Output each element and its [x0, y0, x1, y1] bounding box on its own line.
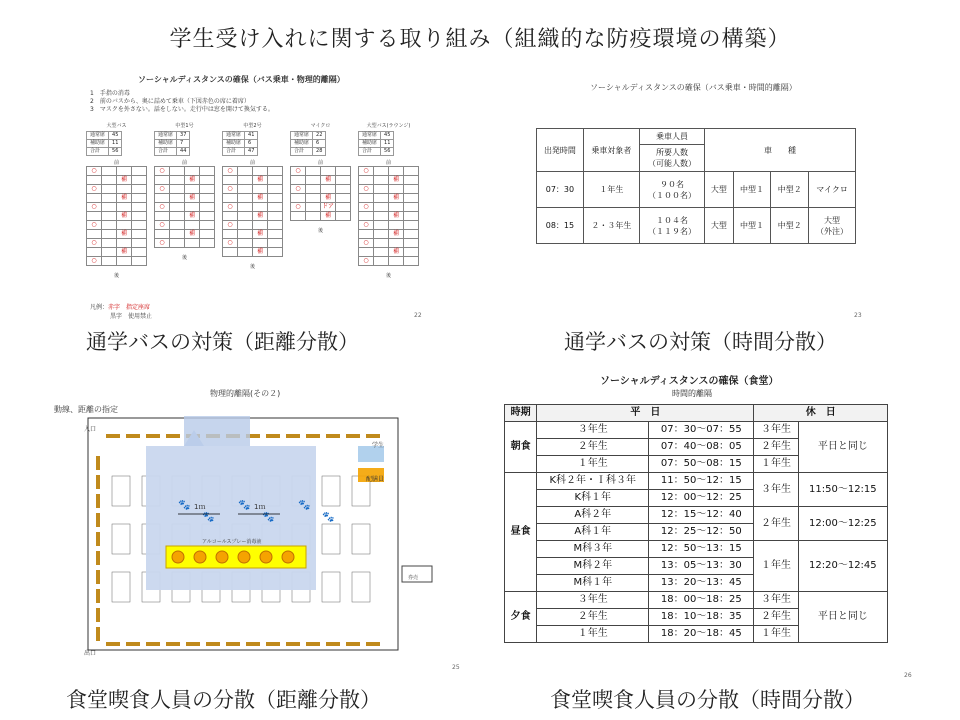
bus-column	[86, 122, 147, 279]
table-cell: 18：10～18：35	[649, 609, 754, 626]
table-cell: 12：00～12：25	[649, 490, 754, 507]
cafeteria-table	[106, 434, 120, 438]
bus-rule-3: 3 マスクを外さない。話をしない。走行中は窓を開けて換気する。	[90, 106, 274, 113]
bus-stats-table: 通常席 41 補助席 6 合計 47	[222, 131, 258, 156]
sanitizer-dot	[260, 551, 272, 563]
cafeteria-table	[326, 434, 340, 438]
cafeteria-table	[346, 434, 360, 438]
bus-rule-2: 2 前のバスから、奥に詰めて乗車（下図赤色の席に着席）	[90, 98, 250, 105]
table-cell: １年生	[754, 456, 798, 473]
bus-back-label: 後	[113, 273, 119, 279]
cafeteria-time-sub: 時間的離隔	[672, 389, 712, 398]
cafeteria-table	[96, 627, 100, 641]
cafeteria-table	[306, 434, 320, 438]
bus-stats-table: 通常席 45 補助席 11 合計 56	[358, 131, 394, 156]
table-cell: １年生	[754, 541, 798, 592]
table-cell: １年生	[537, 456, 649, 473]
table-cell: ３年生	[537, 592, 649, 609]
cafeteria-distance-page: 25	[452, 664, 460, 671]
table-cell: 12：15～12：40	[649, 507, 754, 524]
cafeteria-table	[186, 642, 200, 646]
distance-1m-left: 1ｍ	[194, 503, 206, 511]
bus-back-label: 後	[181, 255, 187, 261]
row2-v1: 大型	[705, 208, 734, 244]
table-cell: 時期	[505, 405, 537, 422]
table-cell: １年生	[537, 626, 649, 643]
bus-distance-heading: ソーシャルディスタンスの確保（バス乗車・物理的離隔）	[138, 75, 345, 84]
footprint-icon: 🐾	[322, 512, 335, 523]
cafeteria-distance-doc	[50, 382, 466, 672]
bus-stats-table: 通常席 22 補助席 6 合計 28	[290, 131, 326, 156]
table-cell: 平日と同じ	[798, 422, 887, 473]
cafeteria-table	[286, 642, 300, 646]
cafeteria-floorplan	[86, 416, 458, 666]
table-cell: 11：50～12：15	[649, 473, 754, 490]
cafeteria-table	[346, 642, 360, 646]
cafeteria-table	[96, 456, 100, 470]
bus-time-heading: ソーシャルディスタンスの確保（バス乗車・時間的離隔）	[590, 83, 797, 92]
sanitizer-dot	[282, 551, 294, 563]
bus-back-label: 後	[249, 264, 255, 270]
table-cell: 11:50～12:15	[798, 473, 887, 507]
table-cell: 13：05～13：30	[649, 558, 754, 575]
cafeteria-table	[112, 572, 130, 602]
bus-back-label: 後	[317, 228, 323, 234]
bus-column	[290, 122, 351, 234]
bus-seat-grid: ○ 補 ○ 補 ○ 補 ○ 補 ○ 補 ○	[86, 166, 147, 266]
col-time: 出発時間	[537, 129, 584, 172]
bus-name: 大型バス	[106, 123, 127, 129]
cafeteria-table	[106, 642, 120, 646]
table-cell: A科２年	[537, 507, 649, 524]
cafeteria-time-page: 26	[904, 672, 912, 679]
cafeteria-table	[112, 476, 130, 506]
cafeteria-distance-sub: 動線、距離の指定	[54, 405, 118, 414]
cafeteria-table	[366, 642, 380, 646]
bus-front-label: 前	[113, 160, 119, 166]
cafeteria-table	[286, 434, 300, 438]
bus-name: 中型2号	[243, 123, 262, 129]
cafeteria-table	[166, 434, 180, 438]
cafeteria-table	[226, 642, 240, 646]
table-cell: 12：50～13：15	[649, 541, 754, 558]
table-cell: 朝食	[505, 422, 537, 473]
col-people: 乗車人員	[639, 129, 704, 145]
bus-front-label: 前	[249, 160, 255, 166]
cafeteria-table	[96, 589, 100, 603]
col-req: 所要人数 （可能人数）	[639, 145, 704, 172]
bus-name: 中型1号	[175, 123, 194, 129]
bus-seat-grid: ○ 補 ○ 補 ○ 補 ○ 補 ○ 補 ○	[358, 166, 419, 266]
cafeteria-table	[96, 475, 100, 489]
caption-bus-time: 通学バスの対策（時間分散）	[564, 330, 837, 354]
cafeteria-table	[266, 642, 280, 646]
table-cell: ３年生	[754, 592, 798, 609]
table-cell: 12：25～12：50	[649, 524, 754, 541]
table-cell: M科２年	[537, 558, 649, 575]
row1-target: １年生	[583, 172, 639, 208]
table-cell: ３年生	[537, 422, 649, 439]
bus-front-label: 前	[317, 160, 323, 166]
table-cell: 18：20～18：45	[649, 626, 754, 643]
row1-v2: 中型１	[733, 172, 771, 208]
cafeteria-table	[352, 572, 370, 602]
table-cell: 13：20～13：45	[649, 575, 754, 592]
bus-front-label: 前	[385, 160, 391, 166]
table-cell: 休 日	[754, 405, 888, 422]
bus-stats-table: 通常席 37 補助席 7 合計 44	[154, 131, 190, 156]
caption-cafeteria-distance: 食堂喫食人員の分散（距離分散）	[66, 688, 381, 712]
col-vehicle: 車 種	[705, 129, 856, 172]
table-cell: A科１年	[537, 524, 649, 541]
cafeteria-table	[366, 434, 380, 438]
cafeteria-table	[206, 642, 220, 646]
table-cell: 07：40～08：05	[649, 439, 754, 456]
sanitizer-dot	[216, 551, 228, 563]
cafeteria-table	[96, 494, 100, 508]
table-cell: K科２年・Ｉ科３年	[537, 473, 649, 490]
return-label: 配膳員	[366, 476, 385, 483]
cafeteria-table	[146, 434, 160, 438]
bus-stats-table: 通常席 45 補助席 11 合計 56	[86, 131, 122, 156]
row1-v4: マイクロ	[809, 172, 856, 208]
bus-seat-grid: ○ 補 ○ 補 ○ ドア 補	[290, 166, 351, 221]
cafeteria-time-heading: ソーシャルディスタンスの確保（食堂）	[600, 376, 779, 387]
row1-v1: 大型	[705, 172, 734, 208]
table-cell: 07：30～07：55	[649, 422, 754, 439]
bus-time-doc	[532, 66, 876, 322]
bus-time-table	[536, 128, 856, 244]
table-cell: ３年生	[754, 473, 798, 507]
bus-rule-1: 1 手指の消毒	[90, 90, 130, 97]
row2-target: ２・３年生	[583, 208, 639, 244]
table-cell: ２年生	[754, 507, 798, 541]
row2-people: １０４名 （１１９名）	[639, 208, 704, 244]
caption-cafeteria-time: 食堂喫食人員の分散（時間分散）	[550, 688, 865, 712]
bus-column	[154, 122, 215, 261]
table-cell: 平 日	[537, 405, 754, 422]
footprint-icon: 🐾	[298, 500, 311, 511]
table-cell: 12:20～12:45	[798, 541, 887, 592]
cafeteria-table	[246, 642, 260, 646]
bus-name: マイクロ	[310, 123, 331, 129]
sanitizer-dot	[172, 551, 184, 563]
table-cell: ２年生	[537, 439, 649, 456]
cafeteria-table	[322, 572, 340, 602]
cafeteria-table	[96, 608, 100, 622]
cafeteria-table	[96, 570, 100, 584]
table-cell: M科１年	[537, 575, 649, 592]
table-cell: K科１年	[537, 490, 649, 507]
bus-front-label: 前	[181, 160, 187, 166]
cafeteria-table	[96, 513, 100, 527]
cafeteria-table	[96, 551, 100, 565]
table-cell: ２年生	[754, 439, 798, 456]
counter-label: 券売	[408, 575, 419, 581]
bus-time-page: 23	[854, 312, 862, 319]
row2-v4: 大型 （外注）	[809, 208, 856, 244]
bus-column	[358, 122, 419, 279]
cafeteria-distance-heading: 物理的離隔(その２)	[210, 389, 281, 398]
bus-seat-grid: ○ 補 ○ 補 ○ 補 ○ 補 ○ 補	[222, 166, 283, 257]
bus-name: 大型バス(ラウンジ)	[366, 123, 411, 129]
table-cell: ２年生	[754, 609, 798, 626]
bus-distance-doc	[78, 66, 422, 322]
exit-label: 出口	[84, 650, 97, 657]
row2-time: 08：15	[537, 208, 584, 244]
cafeteria-table	[266, 434, 280, 438]
cafeteria-time-table	[504, 404, 888, 643]
entrance-label: 入口	[84, 426, 97, 433]
sanitizer-dot	[238, 551, 250, 563]
col-target: 乗車対象者	[583, 129, 639, 172]
bus-distance-page: 22	[414, 312, 422, 319]
table-cell: M科３年	[537, 541, 649, 558]
table-cell: 平日と同じ	[798, 592, 887, 643]
bus-seat-grid: ○ 補 ○ 補 ○ 補 ○ 補 ○	[154, 166, 215, 248]
table-cell: 昼食	[505, 473, 537, 592]
footprint-icon: 🐾	[202, 512, 215, 523]
cafeteria-table	[126, 434, 140, 438]
table-cell: １年生	[754, 626, 798, 643]
caption-bus-distance: 通学バスの対策（距離分散）	[86, 330, 359, 354]
alcohol-label: アルコールスプレー消毒液	[202, 539, 262, 545]
row1-time: 07：30	[537, 172, 584, 208]
table-cell: ２年生	[537, 609, 649, 626]
cafeteria-table	[146, 642, 160, 646]
bus-column	[222, 122, 283, 270]
cafeteria-table	[96, 532, 100, 546]
bus-back-label: 後	[385, 273, 391, 279]
row1-people: ９０名 （１００名）	[639, 172, 704, 208]
table-cell: 夕食	[505, 592, 537, 643]
row2-v2: 中型１	[733, 208, 771, 244]
cafeteria-table	[352, 524, 370, 554]
row2-v3: 中型２	[771, 208, 809, 244]
cafeteria-table	[112, 524, 130, 554]
table-cell: ３年生	[754, 422, 798, 439]
table-cell: 12:00～12:25	[798, 507, 887, 541]
distance-1m-right: 1ｍ	[254, 503, 266, 511]
sanitizer-dot	[194, 551, 206, 563]
cafeteria-table	[166, 642, 180, 646]
cafeteria-table	[322, 476, 340, 506]
slide-title: 学生受け入れに関する取り組み（組織的な防疫環境の構築）	[169, 27, 791, 52]
student-label: 学生	[372, 442, 385, 449]
table-cell: 07：50～08：15	[649, 456, 754, 473]
cafeteria-table	[126, 642, 140, 646]
cafeteria-time-doc	[500, 370, 920, 680]
footprint-icon: 🐾	[238, 500, 251, 511]
bus-legend: 凡例：赤字 指定座席 黒字 使用禁止	[90, 304, 153, 320]
footprint-icon: 🐾	[178, 500, 191, 511]
cafeteria-table	[306, 642, 320, 646]
footprint-icon: 🐾	[262, 512, 275, 523]
cafeteria-table	[322, 524, 340, 554]
cafeteria-table	[326, 642, 340, 646]
table-cell: 18：00～18：25	[649, 592, 754, 609]
row1-v3: 中型２	[771, 172, 809, 208]
